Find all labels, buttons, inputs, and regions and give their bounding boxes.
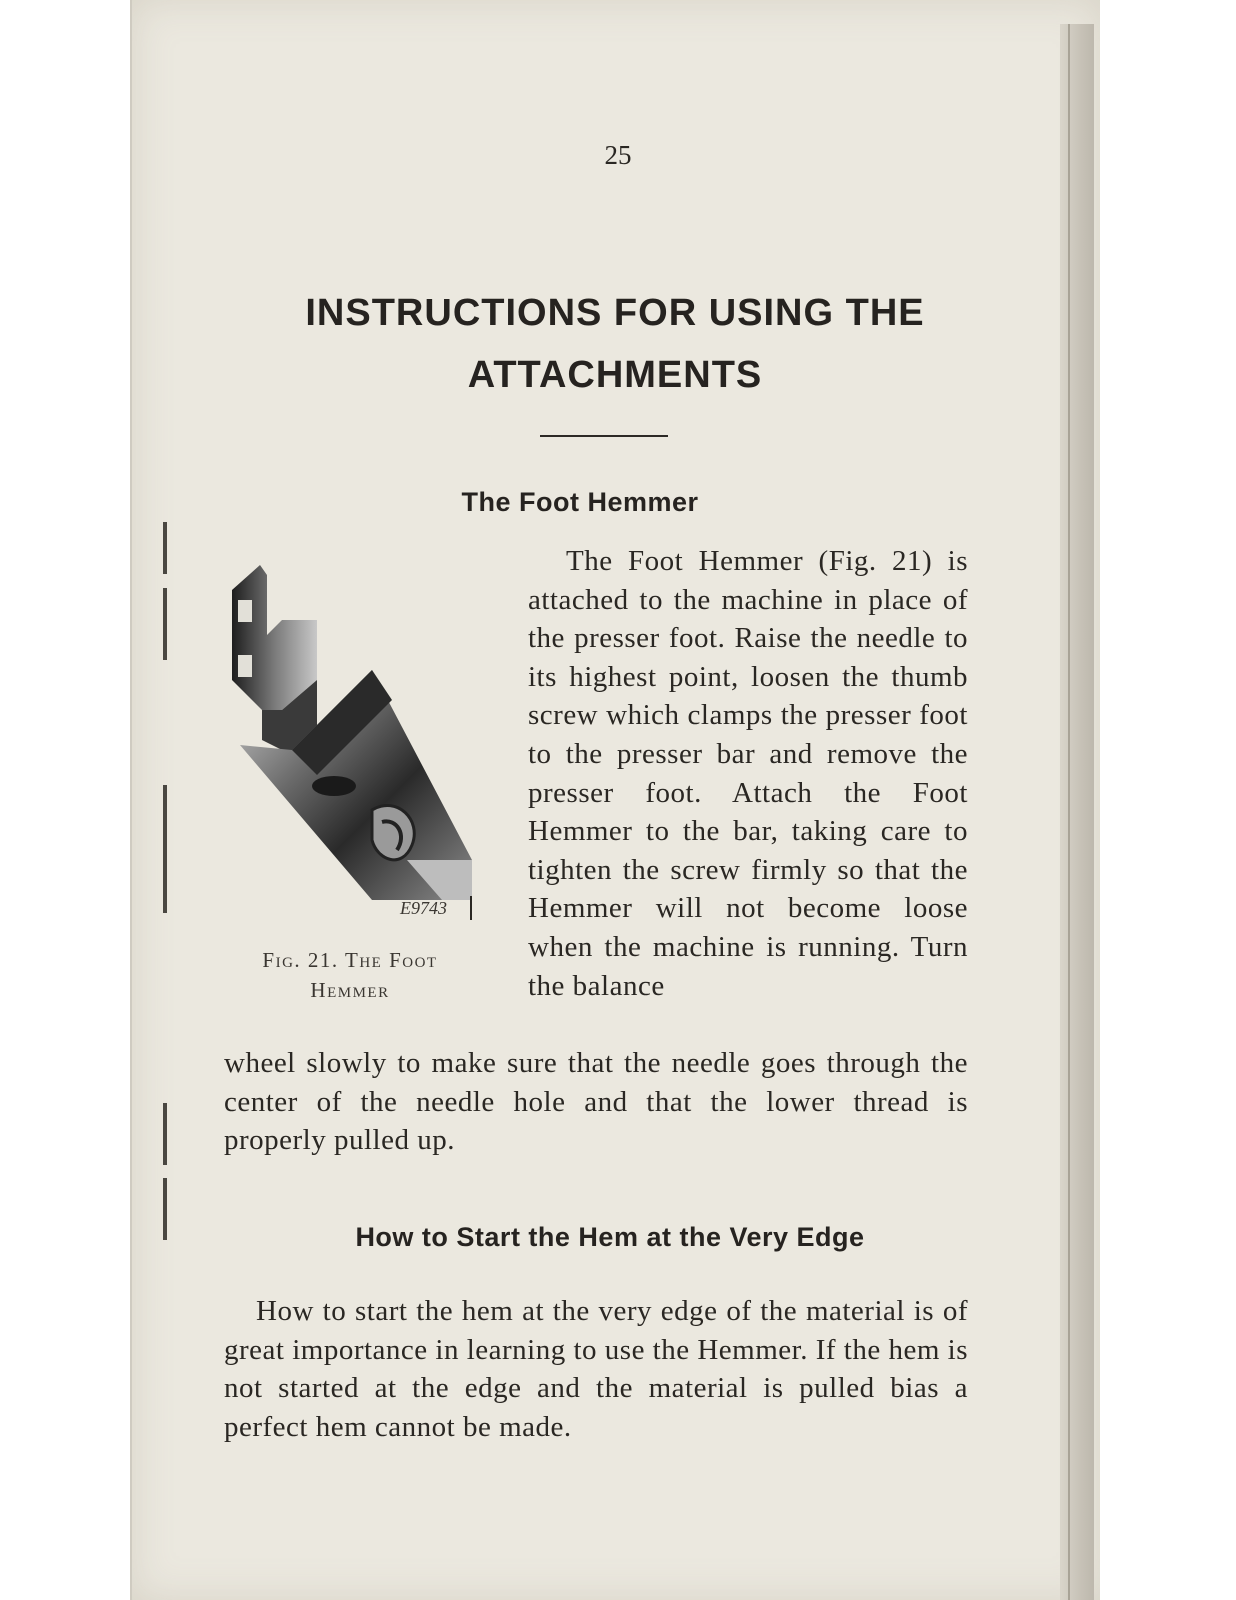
chapter-title-line2: ATTACHMENTS [467, 354, 763, 396]
start-hem-paragraph: How to start the hem at the very edge of the material is of great importance in learning to use the Hemmer. If the hem is not started at the edge and the material is pulled bias a perfect hem cannot be made. [224, 1295, 968, 1443]
binding-staple [163, 1178, 167, 1240]
foot-hemmer-paragraph-wrapped: The Foot Hemmer (Fig. 21) is attached to the machine in place of the presser foot. Raise the needle to its highest point, loosen the thumb screw which clamps the presser foot to the presser bar and remove the presser foot. Attach the Foot Hemmer to the bar, taking care to tighten the screw firmly so that the Hemmer will not become loose when the machine is running. Turn the balance [528, 545, 968, 1002]
foot-hemmer-illustration [222, 560, 482, 930]
figure-code-mark [470, 896, 472, 920]
title-divider [540, 435, 668, 437]
chapter-title [230, 282, 1000, 406]
binding-staple [163, 1103, 167, 1165]
section-heading-foot-hemmer: The Foot Hemmer [461, 487, 699, 517]
page-number: 25 [604, 140, 632, 170]
binding-thread [163, 785, 167, 913]
foot-hemmer-paragraph-continued: wheel slowly to make sure that the needle goes through the center of the needle hole and that the lower thread is properly pulled up. [224, 1047, 968, 1157]
section-heading-start-hem: How to Start the Hem at the Very Edge [355, 1222, 865, 1252]
figure-caption [226, 945, 474, 1005]
binding-staple [163, 522, 167, 574]
page-stack-edge [1060, 24, 1094, 1600]
figure-caption-line1: Fig. 21. The Foot [262, 948, 438, 972]
binding-staple [163, 588, 167, 660]
figure-caption-line2: Hemmer [310, 978, 390, 1002]
chapter-title-line1: INSTRUCTIONS FOR USING THE [305, 292, 925, 334]
figure-code: E9743 [400, 898, 447, 918]
